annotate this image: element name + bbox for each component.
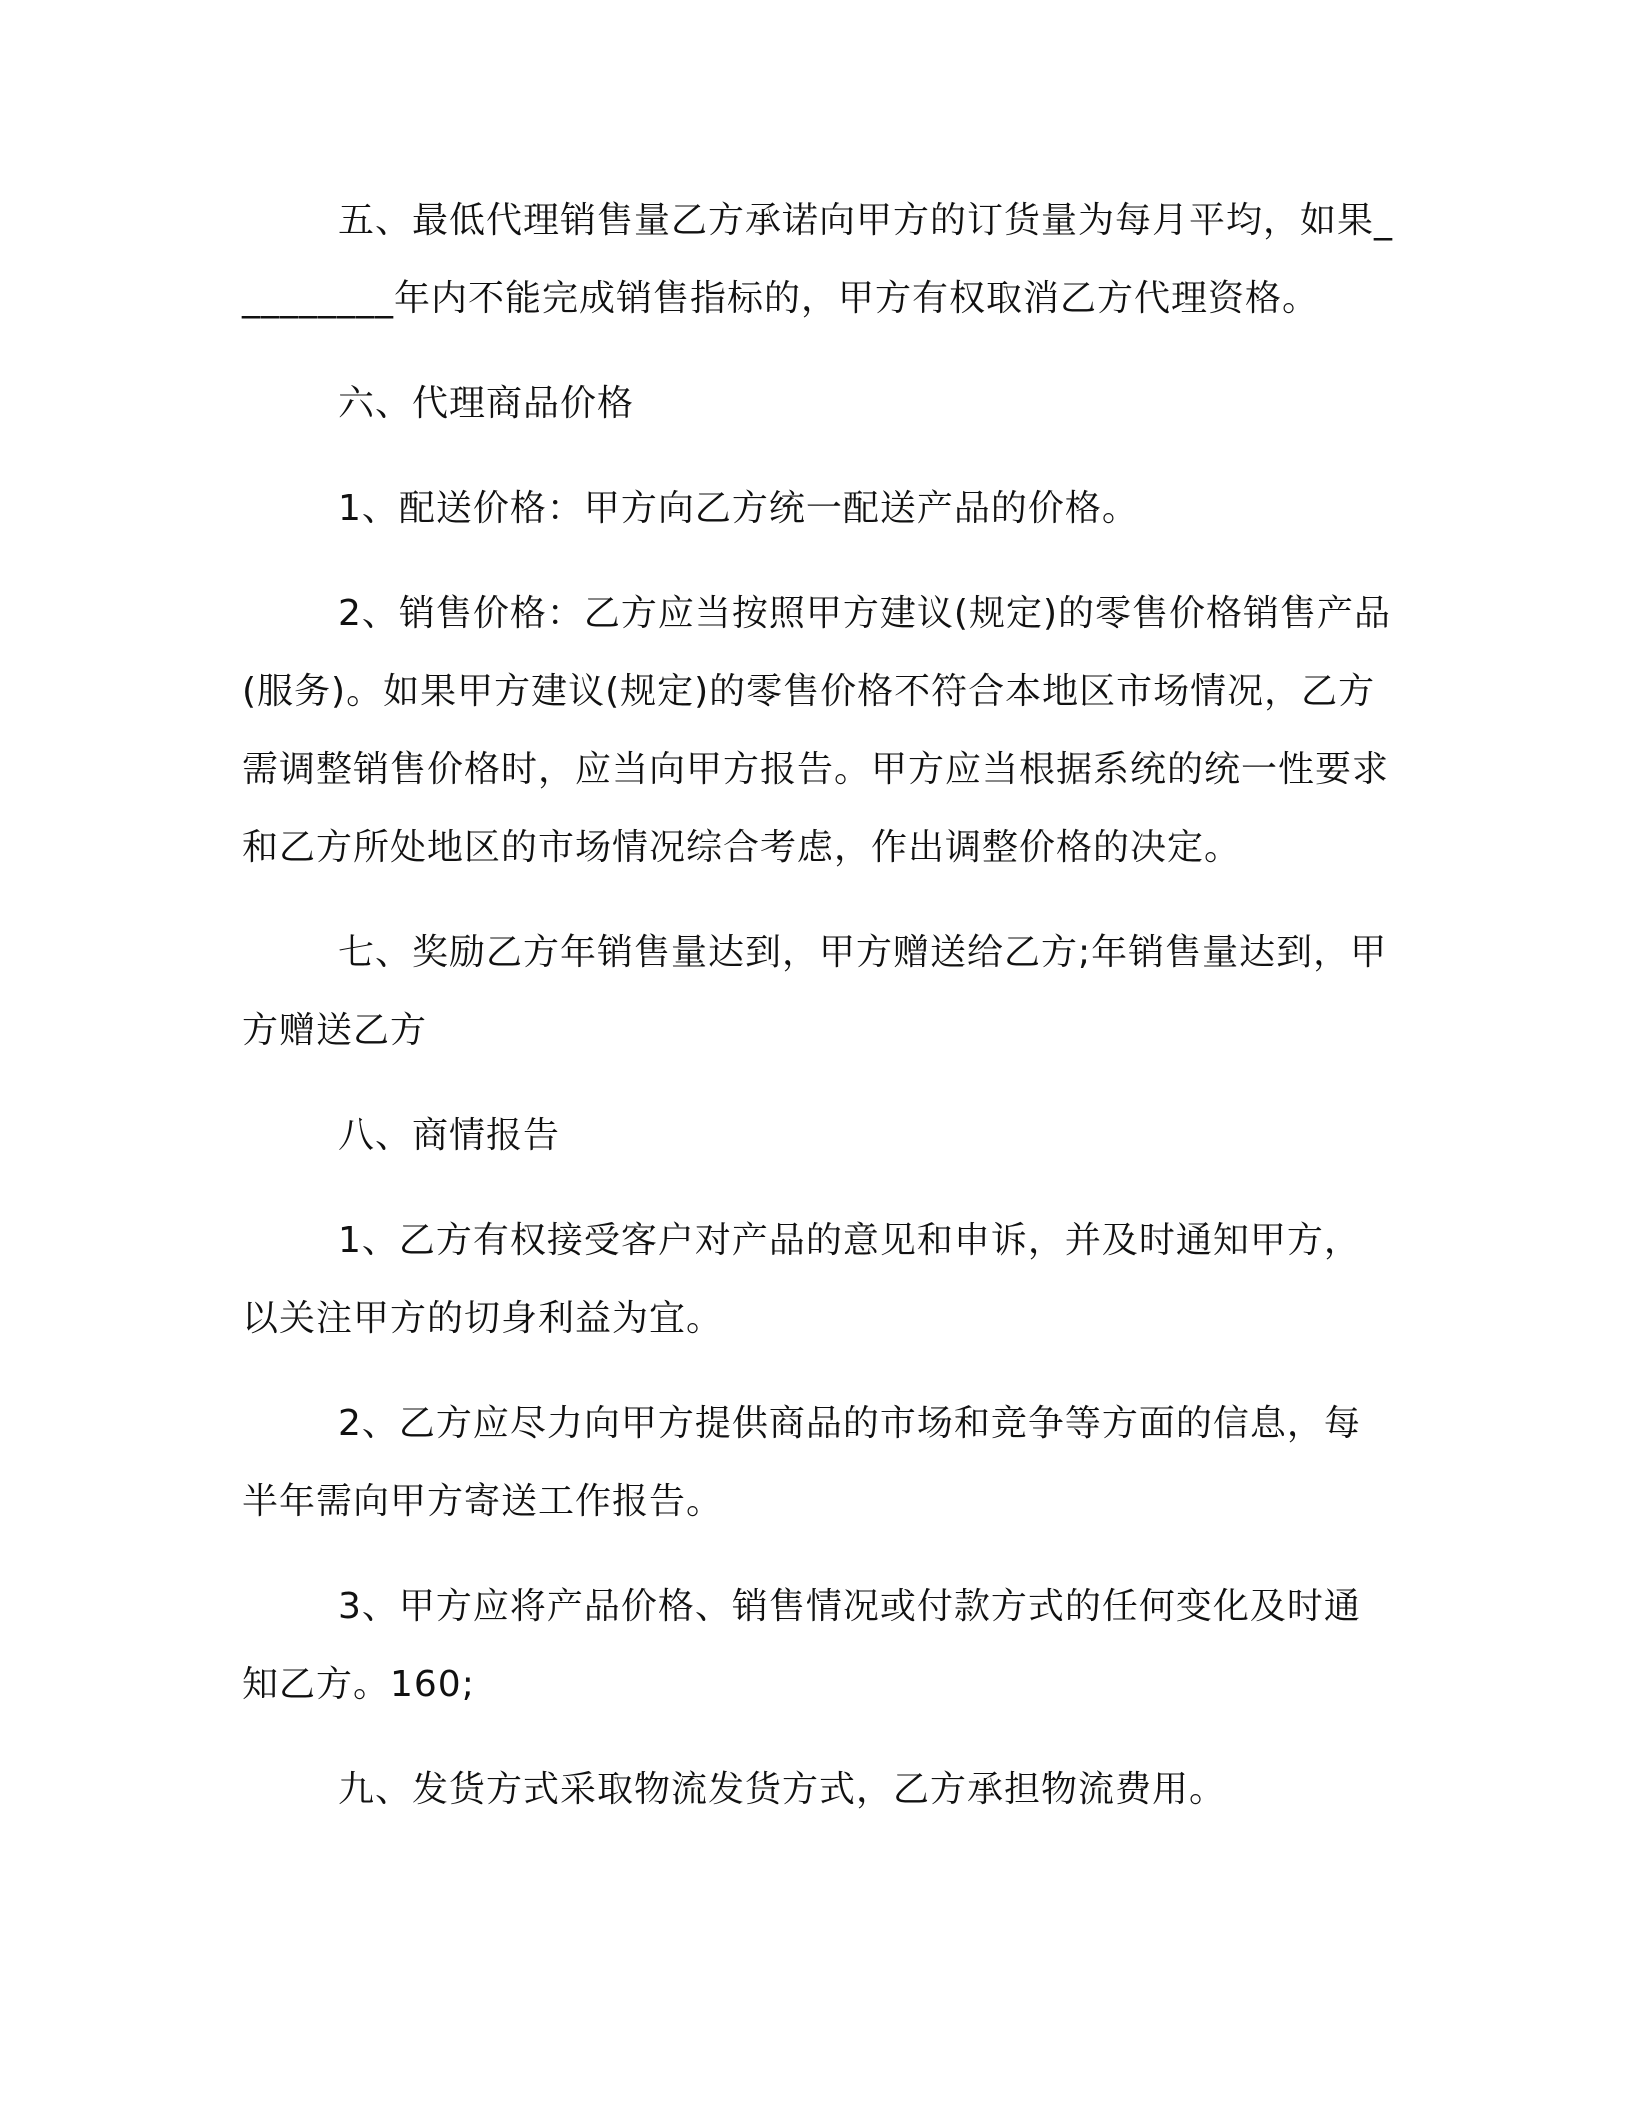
- paragraph-minimum-sales: 五、最低代理销售量乙方承诺向甲方的订货量为每月平均，如果_________年内不能完成销售指标的，甲方有权取消乙方代理资格。: [242, 200, 1394, 319]
- paragraph-customer-feedback: 1、乙方有权接受客户对产品的意见和申诉，并及时通知甲方，以关注甲方的切身利益为宜。: [242, 1220, 1361, 1339]
- document-body: [242, 182, 1397, 1856]
- paragraph-rewards: 七、奖励乙方年销售量达到，甲方赠送给乙方;年销售量达到，甲方赠送乙方: [242, 932, 1388, 1051]
- paragraph-shipping: 九、发货方式采取物流发货方式，乙方承担物流费用。: [338, 1769, 1227, 1810]
- paragraph-delivery-price: 1、配送价格：甲方向乙方统一配送产品的价格。: [338, 488, 1139, 529]
- heading-agency-pricing: 六、代理商品价格: [338, 383, 635, 424]
- paragraph-sales-price: 2、销售价格：乙方应当按照甲方建议(规定)的零售价格销售产品(服务)。如果甲方建议(规定)的零售价格不符合本地区市场情况，乙方需调整销售价格时，应当向甲方报告。甲方应当根据系统的统一性要求和乙方所处地区的市场情况综合考虑，作出调整价格的决定。: [242, 593, 1391, 868]
- paragraph-market-info: 2、乙方应尽力向甲方提供商品的市场和竞争等方面的信息，每半年需向甲方寄送工作报告。: [242, 1403, 1361, 1522]
- paragraph-change-notice: 3、甲方应将产品价格、销售情况或付款方式的任何变化及时通知乙方。160;: [242, 1586, 1361, 1705]
- heading-business-report: 八、商情报告: [338, 1115, 561, 1156]
